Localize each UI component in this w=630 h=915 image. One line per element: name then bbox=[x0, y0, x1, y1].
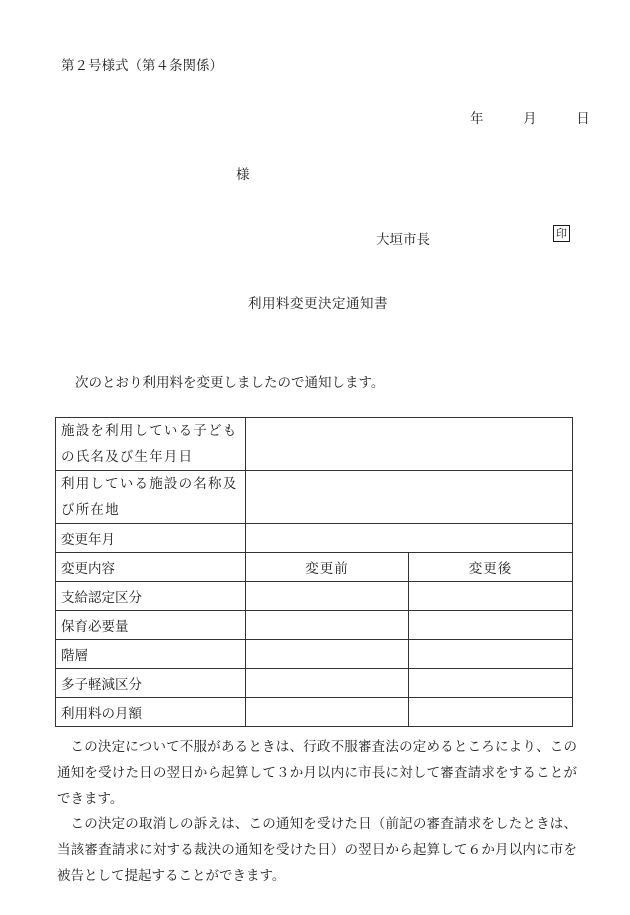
table-row bbox=[56, 471, 573, 524]
before-cell bbox=[246, 698, 409, 727]
appeal-note: この決定について不服があるときは、行政不服審査法の定めるところにより、この通知を受けた日の翌日から起算して３か月以内に市長に対して審査請求をすることができます。 bbox=[57, 739, 577, 807]
child-value bbox=[246, 418, 573, 471]
document-title: 利用料変更決定通知書 bbox=[248, 296, 388, 312]
after-cell bbox=[409, 640, 573, 669]
before-cell bbox=[246, 582, 409, 611]
date-line bbox=[470, 107, 590, 127]
before-cell bbox=[246, 640, 409, 669]
date-year: 年 bbox=[470, 111, 484, 127]
row-label: 支給認定区分 bbox=[56, 582, 246, 611]
date-day: 日 bbox=[576, 111, 590, 127]
row-label: 階層 bbox=[56, 640, 246, 669]
notice-table bbox=[55, 417, 573, 727]
table-row bbox=[56, 524, 573, 553]
date-month: 月 bbox=[523, 111, 537, 127]
after-cell bbox=[409, 611, 573, 640]
after-cell bbox=[409, 669, 573, 698]
form-label: 第２号様式（第４条関係） bbox=[61, 58, 223, 74]
addressee-suffix: 様 bbox=[236, 167, 250, 183]
table-row bbox=[56, 669, 573, 698]
table-row bbox=[56, 611, 573, 640]
child-label: 施設を利用している子どもの氏名及び生年月日 bbox=[56, 418, 246, 471]
intro-text: 次のとおり利用料を変更しましたので通知します。 bbox=[75, 375, 385, 391]
lawsuit-note: この決定の取消しの訴えは、この通知を受けた日（前記の審査請求をしたときは、当該審査請求に対する裁決の通知を受けた日）の翌日から起算して６か月以内に市を被告として提起することができます。 bbox=[57, 816, 577, 884]
table-row bbox=[56, 698, 573, 727]
row-label: 保育必要量 bbox=[56, 611, 246, 640]
after-cell bbox=[409, 582, 573, 611]
table-row bbox=[56, 582, 573, 611]
issuer-name: 大垣市長 bbox=[376, 232, 430, 248]
row-label: 多子軽減区分 bbox=[56, 669, 246, 698]
change-month-value bbox=[246, 524, 573, 553]
table-row bbox=[56, 553, 573, 582]
after-cell bbox=[409, 698, 573, 727]
table-row bbox=[56, 640, 573, 669]
change-content-label: 変更内容 bbox=[56, 553, 246, 582]
after-header: 変更後 bbox=[409, 553, 573, 582]
facility-label: 利用している施設の名称及び所在地 bbox=[56, 471, 246, 524]
row-label: 利用料の月額 bbox=[56, 698, 246, 727]
before-cell bbox=[246, 669, 409, 698]
change-month-label: 変更年月 bbox=[56, 524, 246, 553]
seal-mark: 印 bbox=[553, 225, 570, 242]
before-header: 変更前 bbox=[246, 553, 409, 582]
facility-value bbox=[246, 471, 573, 524]
table-row bbox=[56, 418, 573, 471]
before-cell bbox=[246, 611, 409, 640]
